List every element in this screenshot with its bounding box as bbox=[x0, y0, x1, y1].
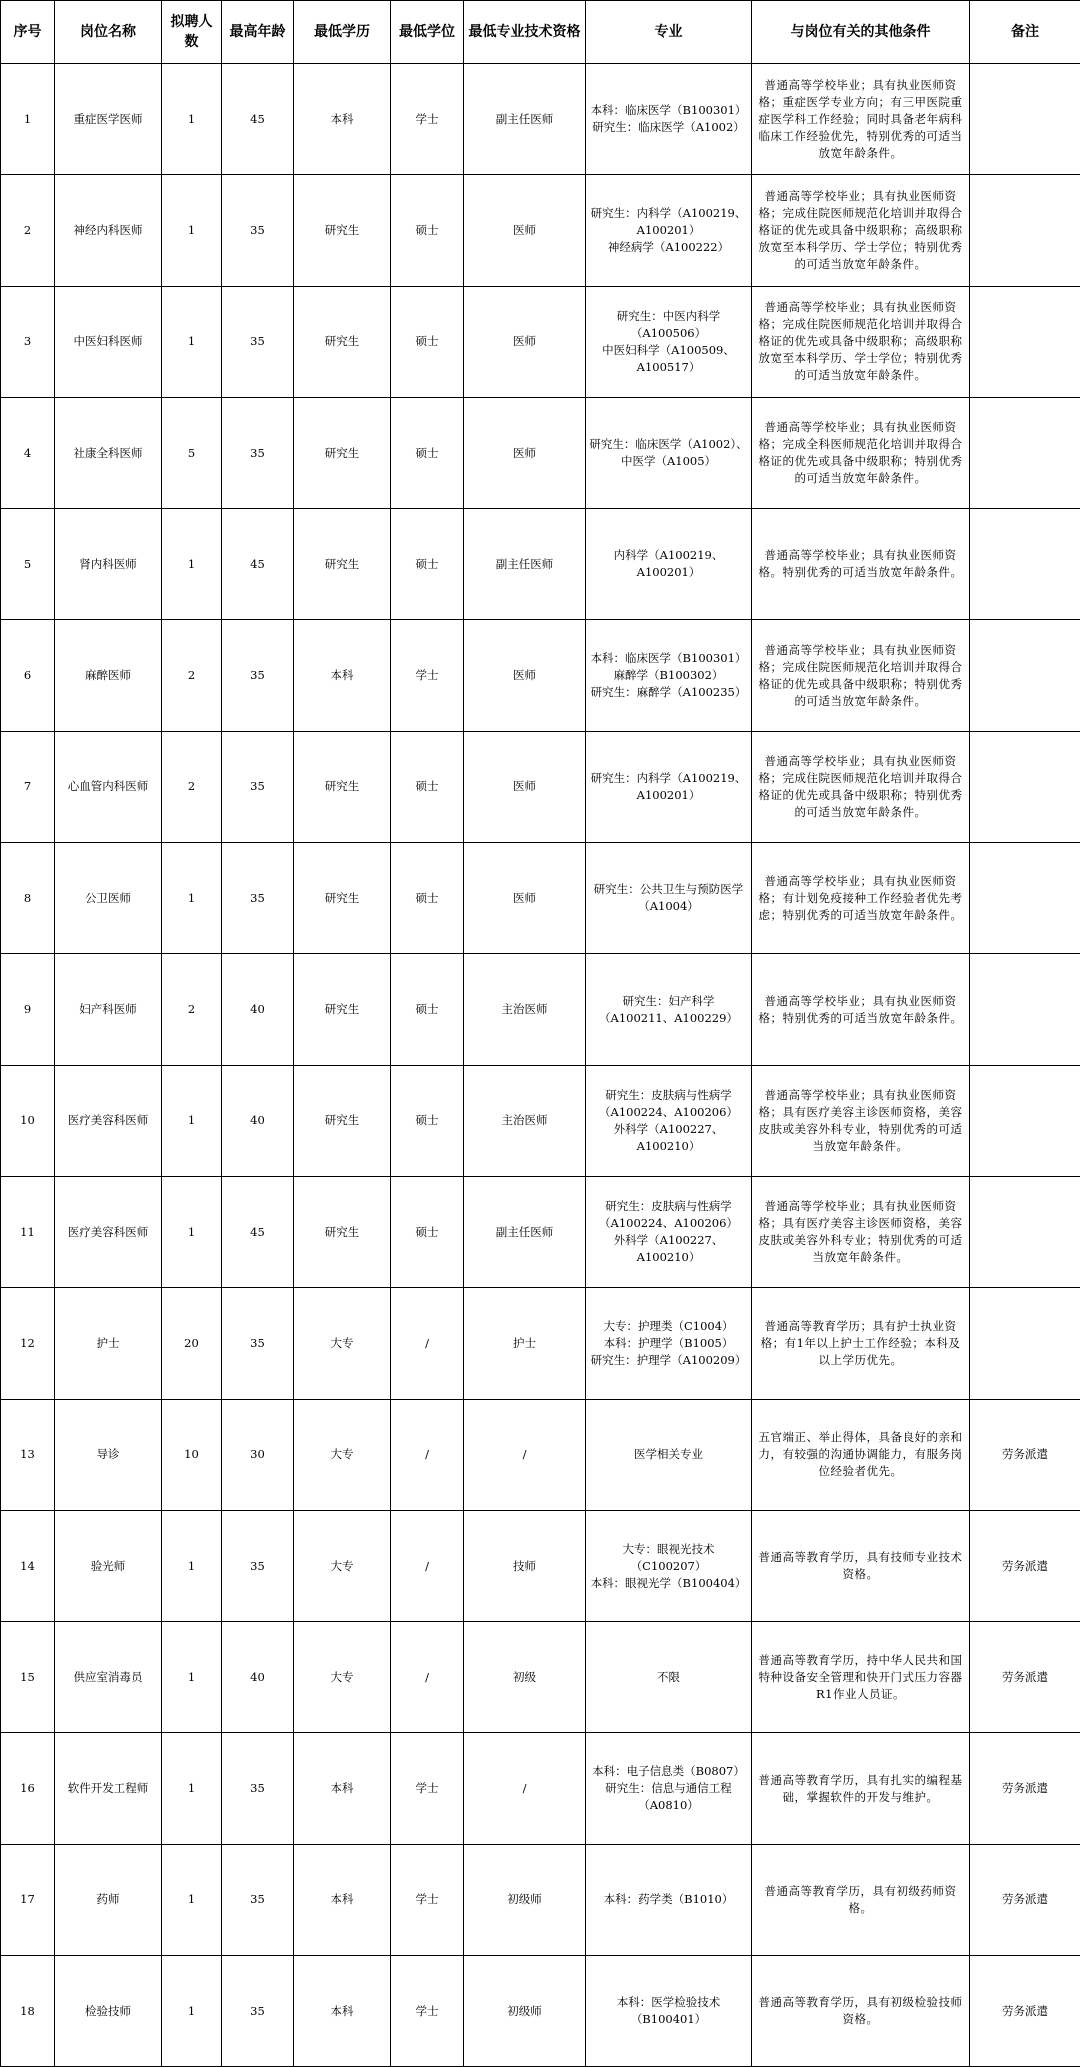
cell-position: 医疗美容科医师 bbox=[55, 1176, 162, 1287]
cell-major: 不限 bbox=[586, 1622, 752, 1733]
cell-major: 研究生：皮肤病与性病学（A100224、A100206） 外科学（A100227、A100210） bbox=[586, 1065, 752, 1176]
table-row bbox=[1, 1733, 1080, 1844]
table-row bbox=[1, 1956, 1080, 2067]
cell-major: 研究生：公共卫生与预防医学（A1004） bbox=[586, 843, 752, 954]
cell-count: 1 bbox=[162, 286, 222, 397]
table-row bbox=[1, 954, 1080, 1065]
cell-note: 劳务派遣 bbox=[970, 1956, 1080, 2067]
cell-position: 软件开发工程师 bbox=[55, 1733, 162, 1844]
table-row bbox=[1, 1844, 1080, 1955]
cell-education: 本科 bbox=[294, 1733, 391, 1844]
cell-qualification: 初级师 bbox=[464, 1844, 586, 1955]
cell-education: 本科 bbox=[294, 620, 391, 731]
cell-degree: 硕士 bbox=[391, 286, 464, 397]
cell-no: 9 bbox=[1, 954, 55, 1065]
cell-degree: 硕士 bbox=[391, 731, 464, 842]
cell-degree: 学士 bbox=[391, 620, 464, 731]
header-row bbox=[1, 1, 1080, 64]
cell-major: 研究生：皮肤病与性病学（A100224、A100206） 外科学（A100227、A100210） bbox=[586, 1176, 752, 1287]
cell-major: 研究生：临床医学（A1002）、中医学（A1005） bbox=[586, 397, 752, 508]
cell-position: 供应室消毒员 bbox=[55, 1622, 162, 1733]
cell-degree: 硕士 bbox=[391, 175, 464, 286]
cell-education: 研究生 bbox=[294, 731, 391, 842]
cell-major: 本科：临床医学（B100301） 麻醉学（B100302） 研究生：麻醉学（A100235） bbox=[586, 620, 752, 731]
table-row bbox=[1, 620, 1080, 731]
cell-age: 40 bbox=[222, 1622, 294, 1733]
cell-count: 2 bbox=[162, 954, 222, 1065]
cell-major: 大专：护理类（C1004） 本科：护理学（B1005） 研究生：护理学（A100209） bbox=[586, 1288, 752, 1399]
cell-qualification: 初级 bbox=[464, 1622, 586, 1733]
cell-count: 2 bbox=[162, 620, 222, 731]
cell-no: 15 bbox=[1, 1622, 55, 1733]
cell-conditions: 普通高等学校毕业；具有执业医师资格；完成住院医师规范化培训并取得合格证的优先或具备中级职称；高级职称放宽至本科学历、学士学位；特别优秀的可适当放宽年龄条件。 bbox=[752, 175, 970, 286]
cell-degree: 学士 bbox=[391, 1733, 464, 1844]
table-row bbox=[1, 1510, 1080, 1621]
cell-age: 35 bbox=[222, 1844, 294, 1955]
col-header-note: 备注 bbox=[970, 1, 1080, 64]
cell-position: 神经内科医师 bbox=[55, 175, 162, 286]
cell-position: 药师 bbox=[55, 1844, 162, 1955]
cell-no: 16 bbox=[1, 1733, 55, 1844]
cell-qualification: 副主任医师 bbox=[464, 64, 586, 175]
cell-education: 本科 bbox=[294, 1956, 391, 2067]
cell-no: 5 bbox=[1, 509, 55, 620]
cell-note bbox=[970, 1176, 1080, 1287]
cell-count: 1 bbox=[162, 1622, 222, 1733]
cell-major: 本科：药学类（B1010） bbox=[586, 1844, 752, 1955]
col-header-conditions: 与岗位有关的其他条件 bbox=[752, 1, 970, 64]
col-header-count: 拟聘人数 bbox=[162, 1, 222, 64]
cell-qualification: 医师 bbox=[464, 397, 586, 508]
cell-no: 14 bbox=[1, 1510, 55, 1621]
cell-age: 35 bbox=[222, 1510, 294, 1621]
cell-conditions: 五官端正、举止得体，具备良好的亲和力，有较强的沟通协调能力，有服务岗位经验者优先。 bbox=[752, 1399, 970, 1510]
cell-no: 6 bbox=[1, 620, 55, 731]
cell-age: 35 bbox=[222, 286, 294, 397]
table-row bbox=[1, 397, 1080, 508]
cell-education: 本科 bbox=[294, 64, 391, 175]
cell-qualification: 医师 bbox=[464, 286, 586, 397]
cell-no: 8 bbox=[1, 843, 55, 954]
cell-major: 本科：医学检验技术（B100401） bbox=[586, 1956, 752, 2067]
cell-qualification: 主治医师 bbox=[464, 954, 586, 1065]
cell-age: 45 bbox=[222, 1176, 294, 1287]
cell-age: 40 bbox=[222, 954, 294, 1065]
cell-count: 1 bbox=[162, 509, 222, 620]
cell-age: 35 bbox=[222, 397, 294, 508]
cell-no: 18 bbox=[1, 1956, 55, 2067]
cell-note bbox=[970, 843, 1080, 954]
cell-conditions: 普通高等学校毕业；具有执业医师资格；具有医疗美容主诊医师资格，美容皮肤或美容外科专业，特别优秀的可适当放宽年龄条件。 bbox=[752, 1065, 970, 1176]
cell-degree: / bbox=[391, 1288, 464, 1399]
cell-conditions: 普通高等教育学历；具有护士执业资格；有1年以上护士工作经验；本科及以上学历优先。 bbox=[752, 1288, 970, 1399]
cell-major: 本科：电子信息类（B0807） 研究生：信息与通信工程（A0810） bbox=[586, 1733, 752, 1844]
cell-note: 劳务派遣 bbox=[970, 1510, 1080, 1621]
cell-count: 1 bbox=[162, 843, 222, 954]
col-header-degree: 最低学位 bbox=[391, 1, 464, 64]
cell-count: 1 bbox=[162, 1176, 222, 1287]
table-row bbox=[1, 509, 1080, 620]
cell-note bbox=[970, 1288, 1080, 1399]
cell-position: 妇产科医师 bbox=[55, 954, 162, 1065]
cell-conditions: 普通高等教育学历，具有初级药师资格。 bbox=[752, 1844, 970, 1955]
table-row bbox=[1, 1622, 1080, 1733]
cell-qualification: 医师 bbox=[464, 620, 586, 731]
cell-note bbox=[970, 620, 1080, 731]
cell-conditions: 普通高等教育学历，具有技师专业技术资格。 bbox=[752, 1510, 970, 1621]
cell-conditions: 普通高等学校毕业；具有执业医师资格；特别优秀的可适当放宽年龄条件。 bbox=[752, 954, 970, 1065]
cell-no: 4 bbox=[1, 397, 55, 508]
cell-qualification: 医师 bbox=[464, 175, 586, 286]
cell-count: 1 bbox=[162, 1733, 222, 1844]
cell-qualification: 医师 bbox=[464, 843, 586, 954]
table-row bbox=[1, 1399, 1080, 1510]
cell-education: 研究生 bbox=[294, 397, 391, 508]
cell-major: 研究生：内科学（A100219、A100201） 神经病学（A100222） bbox=[586, 175, 752, 286]
cell-count: 1 bbox=[162, 1065, 222, 1176]
cell-major: 内科学（A100219、A100201） bbox=[586, 509, 752, 620]
cell-position: 中医妇科医师 bbox=[55, 286, 162, 397]
cell-no: 3 bbox=[1, 286, 55, 397]
cell-conditions: 普通高等学校毕业；具有执业医师资格。特别优秀的可适当放宽年龄条件。 bbox=[752, 509, 970, 620]
table-row bbox=[1, 64, 1080, 175]
cell-degree: / bbox=[391, 1399, 464, 1510]
cell-degree: 硕士 bbox=[391, 397, 464, 508]
table-row bbox=[1, 843, 1080, 954]
cell-major: 研究生：内科学（A100219、A100201） bbox=[586, 731, 752, 842]
cell-note: 劳务派遣 bbox=[970, 1399, 1080, 1510]
cell-conditions: 普通高等学校毕业；具有执业医师资格；具有医疗美容主诊医师资格，美容皮肤或美容外科专业；特别优秀的可适当放宽年龄条件。 bbox=[752, 1176, 970, 1287]
cell-count: 1 bbox=[162, 175, 222, 286]
cell-major: 研究生：妇产科学（A100211、A100229） bbox=[586, 954, 752, 1065]
cell-education: 研究生 bbox=[294, 509, 391, 620]
cell-position: 检验技师 bbox=[55, 1956, 162, 2067]
cell-no: 13 bbox=[1, 1399, 55, 1510]
cell-degree: 硕士 bbox=[391, 509, 464, 620]
cell-age: 35 bbox=[222, 843, 294, 954]
cell-qualification: 副主任医师 bbox=[464, 509, 586, 620]
cell-no: 1 bbox=[1, 64, 55, 175]
cell-count: 5 bbox=[162, 397, 222, 508]
cell-age: 45 bbox=[222, 64, 294, 175]
cell-degree: 硕士 bbox=[391, 1176, 464, 1287]
col-header-age: 最高年龄 bbox=[222, 1, 294, 64]
cell-no: 12 bbox=[1, 1288, 55, 1399]
cell-degree: / bbox=[391, 1510, 464, 1621]
cell-position: 麻醉医师 bbox=[55, 620, 162, 731]
table-row bbox=[1, 175, 1080, 286]
cell-age: 35 bbox=[222, 620, 294, 731]
cell-education: 研究生 bbox=[294, 843, 391, 954]
table-row bbox=[1, 1176, 1080, 1287]
cell-no: 11 bbox=[1, 1176, 55, 1287]
cell-conditions: 普通高等学校毕业；具有执业医师资格；重症医学专业方向；有三甲医院重症医学科工作经验；同时具备老年病科临床工作经验优先，特别优秀的可适当放宽年龄条件。 bbox=[752, 64, 970, 175]
cell-qualification: 医师 bbox=[464, 731, 586, 842]
cell-age: 35 bbox=[222, 175, 294, 286]
cell-note: 劳务派遣 bbox=[970, 1622, 1080, 1733]
cell-qualification: 护士 bbox=[464, 1288, 586, 1399]
cell-education: 本科 bbox=[294, 1844, 391, 1955]
cell-education: 大专 bbox=[294, 1510, 391, 1621]
cell-position: 验光师 bbox=[55, 1510, 162, 1621]
cell-major: 研究生：中医内科学（A100506） 中医妇科学（A100509、A100517） bbox=[586, 286, 752, 397]
cell-age: 45 bbox=[222, 509, 294, 620]
cell-note bbox=[970, 64, 1080, 175]
cell-conditions: 普通高等学校毕业；具有执业医师资格；完成住院医师规范化培训并取得合格证的优先或具备中级职称；高级职称放宽至本科学历、学士学位；特别优秀的可适当放宽年龄条件。 bbox=[752, 286, 970, 397]
cell-conditions: 普通高等学校毕业；具有执业医师资格；完成全科医师规范化培训并取得合格证的优先或具备中级职称；特别优秀的可适当放宽年龄条件。 bbox=[752, 397, 970, 508]
cell-position: 导诊 bbox=[55, 1399, 162, 1510]
cell-degree: 硕士 bbox=[391, 843, 464, 954]
cell-conditions: 普通高等学校毕业；具有执业医师资格；有计划免疫接种工作经验者优先考虑；特别优秀的可适当放宽年龄条件。 bbox=[752, 843, 970, 954]
cell-count: 2 bbox=[162, 731, 222, 842]
cell-count: 1 bbox=[162, 1844, 222, 1955]
cell-education: 研究生 bbox=[294, 1176, 391, 1287]
cell-conditions: 普通高等学校毕业；具有执业医师资格；完成住院医师规范化培训并取得合格证的优先或具备中级职称；特别优秀的可适当放宽年龄条件。 bbox=[752, 731, 970, 842]
cell-qualification: 主治医师 bbox=[464, 1065, 586, 1176]
cell-count: 10 bbox=[162, 1399, 222, 1510]
cell-no: 7 bbox=[1, 731, 55, 842]
table-row bbox=[1, 1065, 1080, 1176]
cell-education: 研究生 bbox=[294, 954, 391, 1065]
cell-degree: 硕士 bbox=[391, 954, 464, 1065]
cell-major: 本科：临床医学（B100301） 研究生：临床医学（A1002） bbox=[586, 64, 752, 175]
cell-no: 2 bbox=[1, 175, 55, 286]
cell-degree: / bbox=[391, 1622, 464, 1733]
cell-conditions: 普通高等教育学历，持中华人民共和国特种设备安全管理和快开门式压力容器R1作业人员证。 bbox=[752, 1622, 970, 1733]
cell-no: 17 bbox=[1, 1844, 55, 1955]
table-row bbox=[1, 731, 1080, 842]
cell-count: 1 bbox=[162, 1510, 222, 1621]
cell-note bbox=[970, 509, 1080, 620]
cell-major: 大专：眼视光技术（C100207） 本科：眼视光学（B100404） bbox=[586, 1510, 752, 1621]
cell-education: 研究生 bbox=[294, 1065, 391, 1176]
col-header-no: 序号 bbox=[1, 1, 55, 64]
cell-education: 大专 bbox=[294, 1288, 391, 1399]
col-header-major: 专业 bbox=[586, 1, 752, 64]
cell-position: 重症医学医师 bbox=[55, 64, 162, 175]
cell-age: 35 bbox=[222, 1956, 294, 2067]
cell-conditions: 普通高等教育学历，具有扎实的编程基础，掌握软件的开发与维护。 bbox=[752, 1733, 970, 1844]
cell-degree: 学士 bbox=[391, 64, 464, 175]
cell-age: 30 bbox=[222, 1399, 294, 1510]
table-row bbox=[1, 286, 1080, 397]
cell-age: 35 bbox=[222, 1288, 294, 1399]
cell-position: 心血管内科医师 bbox=[55, 731, 162, 842]
cell-note: 劳务派遣 bbox=[970, 1733, 1080, 1844]
cell-qualification: / bbox=[464, 1733, 586, 1844]
cell-degree: 硕士 bbox=[391, 1065, 464, 1176]
cell-education: 大专 bbox=[294, 1399, 391, 1510]
cell-no: 10 bbox=[1, 1065, 55, 1176]
col-header-position: 岗位名称 bbox=[55, 1, 162, 64]
cell-qualification: 副主任医师 bbox=[464, 1176, 586, 1287]
cell-education: 研究生 bbox=[294, 175, 391, 286]
col-header-education: 最低学历 bbox=[294, 1, 391, 64]
cell-note: 劳务派遣 bbox=[970, 1844, 1080, 1955]
cell-note bbox=[970, 731, 1080, 842]
cell-age: 35 bbox=[222, 731, 294, 842]
cell-qualification: / bbox=[464, 1399, 586, 1510]
cell-education: 研究生 bbox=[294, 286, 391, 397]
cell-count: 1 bbox=[162, 1956, 222, 2067]
cell-position: 护士 bbox=[55, 1288, 162, 1399]
cell-count: 20 bbox=[162, 1288, 222, 1399]
cell-note bbox=[970, 397, 1080, 508]
cell-qualification: 技师 bbox=[464, 1510, 586, 1621]
col-header-qualification: 最低专业技术资格 bbox=[464, 1, 586, 64]
cell-position: 肾内科医师 bbox=[55, 509, 162, 620]
cell-note bbox=[970, 954, 1080, 1065]
cell-note bbox=[970, 286, 1080, 397]
cell-major: 医学相关专业 bbox=[586, 1399, 752, 1510]
cell-note bbox=[970, 1065, 1080, 1176]
cell-position: 公卫医师 bbox=[55, 843, 162, 954]
cell-age: 35 bbox=[222, 1733, 294, 1844]
cell-degree: 学士 bbox=[391, 1844, 464, 1955]
cell-education: 大专 bbox=[294, 1622, 391, 1733]
cell-position: 医疗美容科医师 bbox=[55, 1065, 162, 1176]
cell-age: 40 bbox=[222, 1065, 294, 1176]
cell-conditions: 普通高等教育学历，具有初级检验技师资格。 bbox=[752, 1956, 970, 2067]
cell-count: 1 bbox=[162, 64, 222, 175]
cell-degree: 学士 bbox=[391, 1956, 464, 2067]
table-row bbox=[1, 1288, 1080, 1399]
cell-position: 社康全科医师 bbox=[55, 397, 162, 508]
cell-qualification: 初级师 bbox=[464, 1956, 586, 2067]
cell-conditions: 普通高等学校毕业；具有执业医师资格；完成住院医师规范化培训并取得合格证的优先或具备中级职称；特别优秀的可适当放宽年龄条件。 bbox=[752, 620, 970, 731]
cell-note bbox=[970, 175, 1080, 286]
